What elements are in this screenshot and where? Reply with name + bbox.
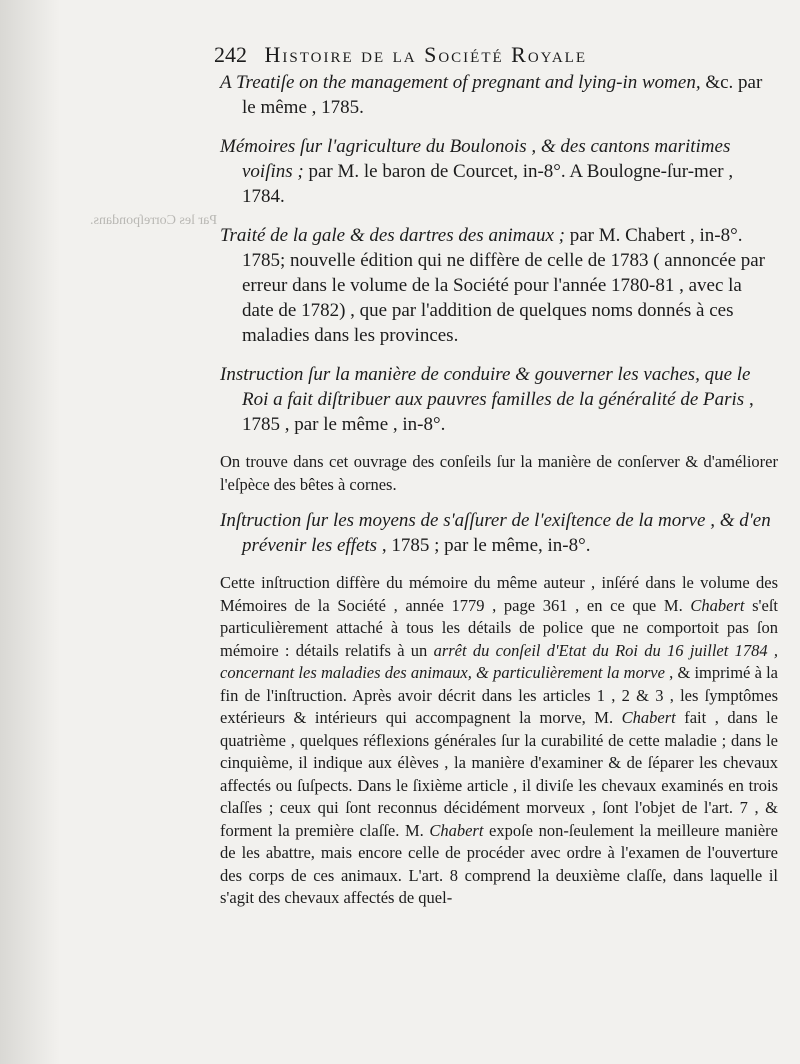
running-header	[214, 42, 774, 68]
note-text: fait , dans le quatrième , quelques réflexions générales ſur la curabilité de cette maladie ; dans le cinquième, il indique aux élèves , la manière d'examiner & de ſéparer les chevaux affectés ou ſuſpects. Dans le ſixième article , il diviſe les chevaux examinés en trois claſſes ; ceux qui ſont reconnus décidément morveux , ſont l'objet de l'art. 7 , & forment la première claſſe. M.	[220, 708, 778, 840]
entry-details: &c. par le même , 1785.	[242, 72, 763, 118]
author-name: Chabert	[429, 820, 484, 840]
annotation-note-long	[220, 572, 778, 910]
margin-bleed-through: Par les Correſpondans.	[90, 213, 218, 228]
entry-details: , 1785 ; par le même, in-8°.	[377, 535, 591, 556]
entry-title: Instruction ſur la manière de conduire & gouverner les vaches, que le Roi a fait diſtribuer aux pauvres familles de la généralité de Paris	[220, 364, 751, 410]
running-title: Histoire de la Société Royale	[264, 42, 587, 67]
bibliography-entry	[220, 362, 778, 437]
entry-details: par M. le baron de Courcet, in-8°. A Boulogne-ſur-mer , 1784.	[242, 161, 734, 207]
entry-title: Mémoires ſur l'agriculture du Boulonois , & des cantons maritimes voiſins ;	[220, 136, 731, 182]
note-text: expoſe non-ſeulement la meilleure manière de les abattre, mais encore celle de procéder avec ordre à l'examen de l'ouverture des corps de ces animaux. L'art. 8 comprend la deuxième claſſe, dans laquelle il s'agit des chevaux affectés de quel-	[220, 820, 778, 907]
note-text: Cette inſtruction diffère du mémoire du même auteur , inſéré dans le volume des Mémoires de la Société , année 1779 , page 361 , en ce que M.	[220, 573, 778, 615]
gutter-shadow	[0, 0, 60, 1064]
note-text: s'eſt particulièrement attaché à tous les détails de police que ne comportoit pas ſon mémoire : détails relatifs à un	[220, 595, 778, 660]
bibliography-entry	[220, 508, 778, 558]
note-text: , & imprimé à la fin de l'inſtruction. Après avoir décrit dans les articles 1 , 2 & 3 , les ſymptômes extérieurs & intérieurs qui accompagnent la morve, M.	[220, 663, 778, 727]
bibliography-entry	[220, 134, 778, 209]
entry-title: A Treatiſe on the management of pregnant and lying-in women,	[220, 72, 701, 93]
bibliography-entry	[220, 70, 778, 120]
entry-title: Inſtruction ſur les moyens de s'aſſurer de l'exiſtence de la morve , & d'en prévenir les effets	[220, 510, 771, 556]
author-name: Chabert	[690, 595, 745, 615]
author-name: Chabert	[621, 708, 676, 727]
page-content	[220, 70, 778, 922]
annotation-note: On trouve dans cet ouvrage des conſeils ſur la manière de conſerver & d'améliorer l'eſpèce des bêtes à cornes.	[220, 452, 778, 494]
entry-details: , 1785 , par le même , in-8°.	[242, 389, 754, 435]
entry-title: Traité de la gale & des dartres des animaux ;	[220, 225, 565, 246]
bibliography-entry	[220, 223, 778, 348]
page-number: 242	[214, 42, 247, 67]
entry-details: par M. Chabert , in-8°. 1785; nouvelle édition qui ne diffère de celle de 1783 ( annoncée par erreur dans le volume de la Société pour l'année 1780-81 , avec la date de 1782) , que par l'addition de quelques noms donnés à ces maladies dans les provinces.	[242, 225, 766, 346]
decree-title: arrêt du conſeil d'Etat du Roi du 16 juillet 1784 , concernant les maladies des animaux, & particulièrement la morve	[220, 640, 778, 682]
